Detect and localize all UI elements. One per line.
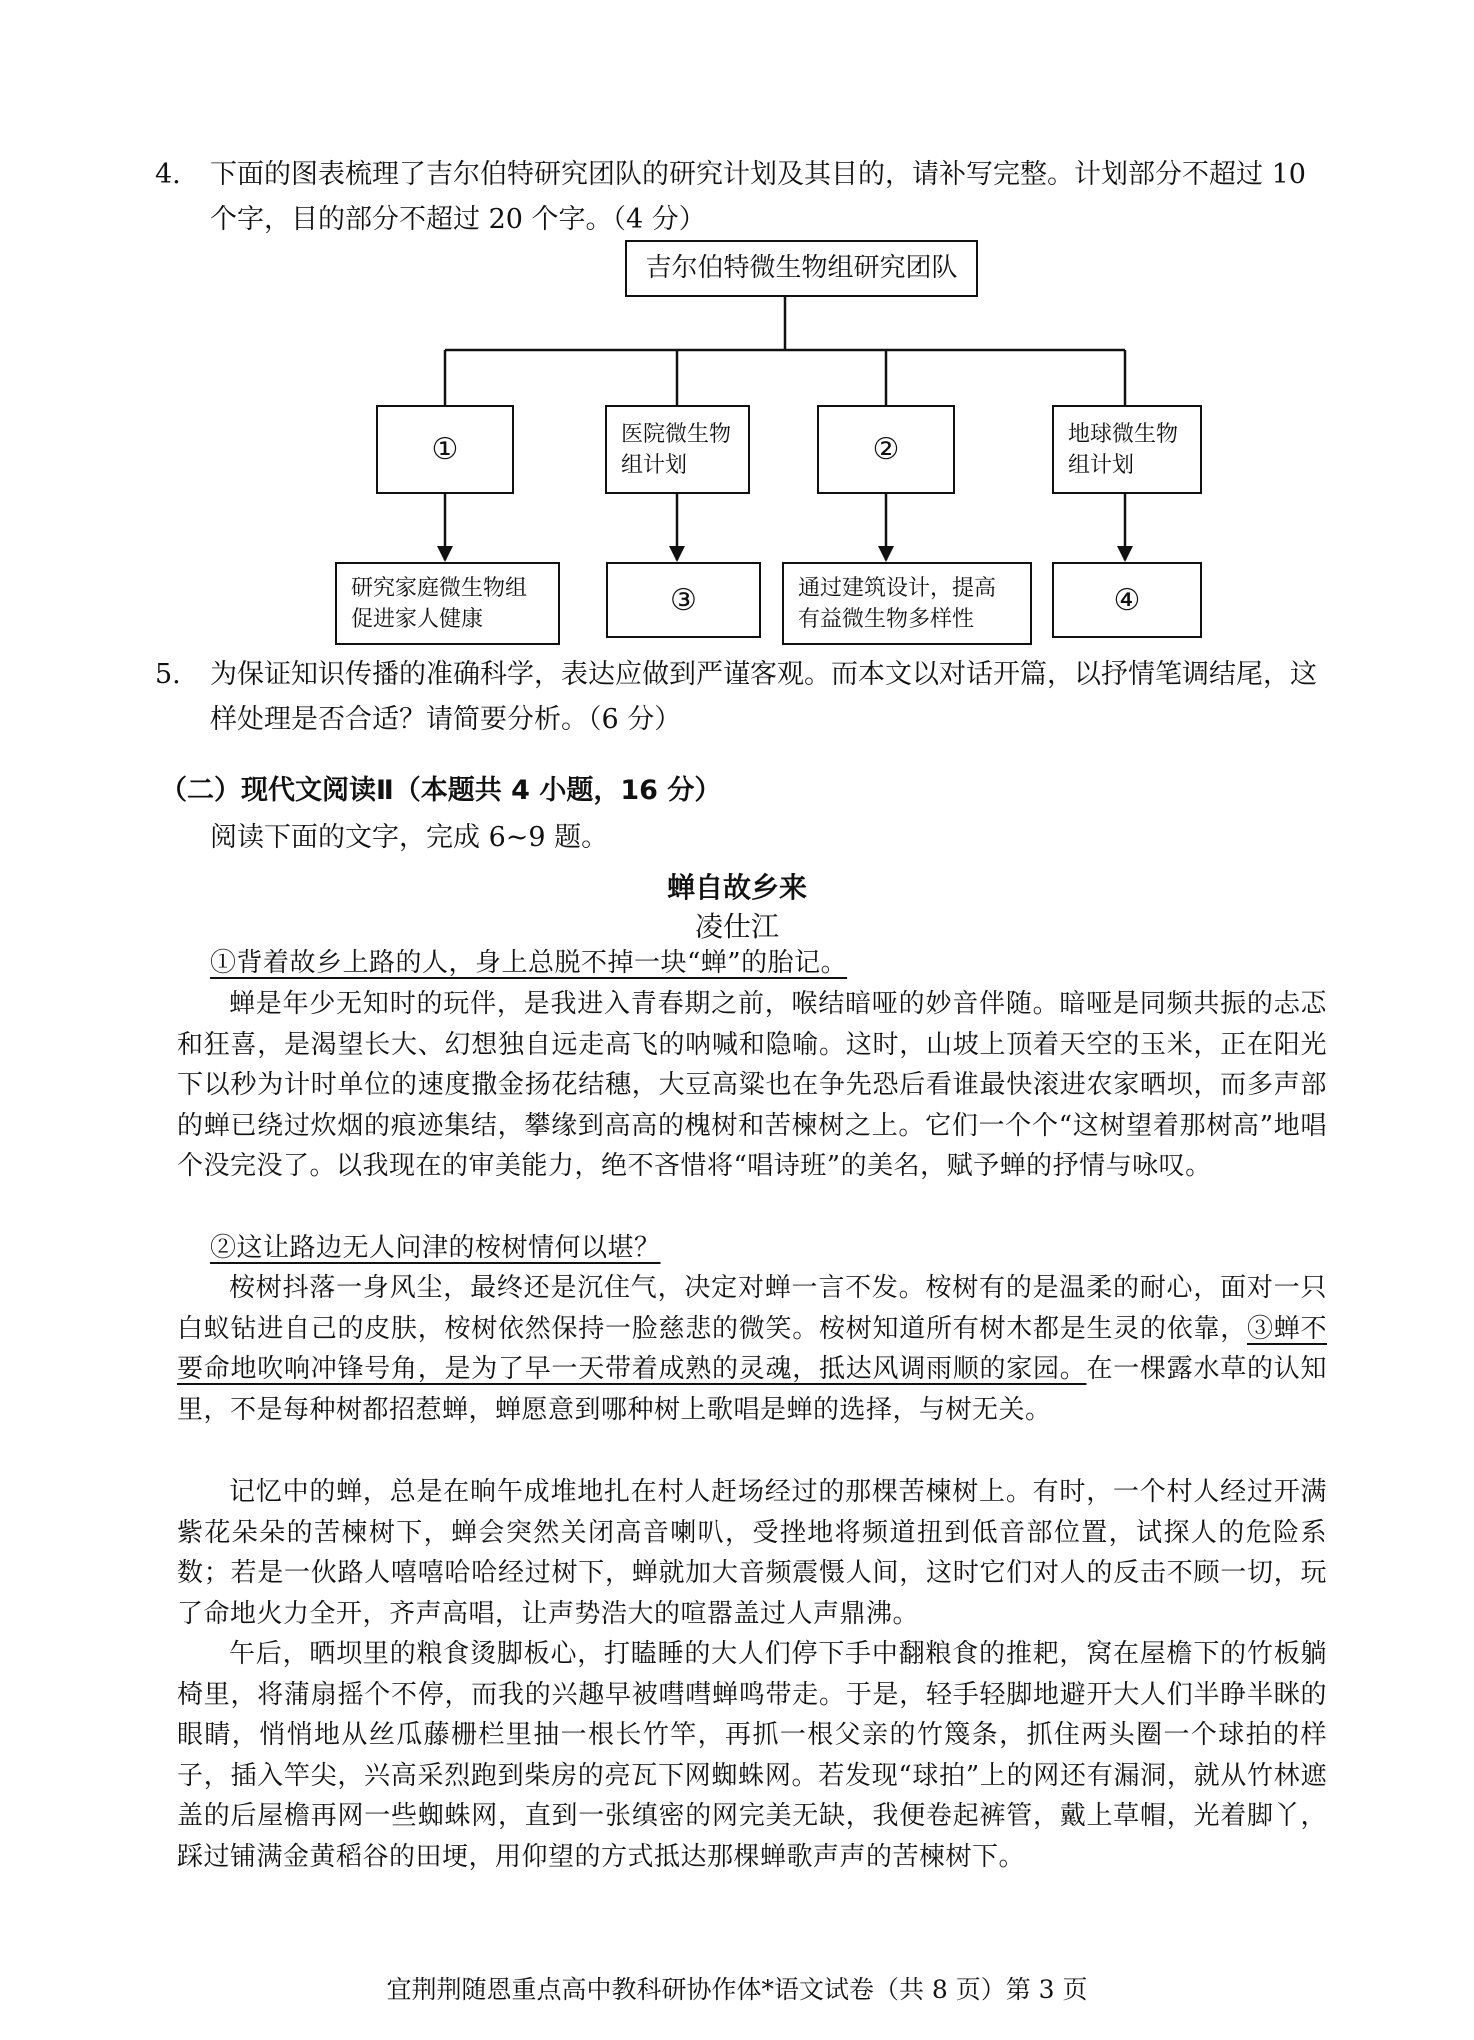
article-title: 蝉自故乡来 [666,871,807,904]
diagram-top-box: 吉尔伯特微生物组研究团队 [625,240,978,297]
article-paragraph [210,1228,1360,1269]
goal-box-architecture: 通过建筑设计，提高有益微生物多样性 [782,562,1032,645]
section-instruction: 阅读下面的文字，完成 6~9 题。 [210,822,609,853]
question-number: 5. [155,659,181,690]
paragraph-text: 在一棵露水草的认知里，不是每种树都招惹蝉，蝉愿意到哪种树上歌唱是蝉的选择，与树无关。 [177,1354,1327,1425]
underlined-sentence-1: ①背着故乡上路的人，身上总脱不掉一块“蝉”的胎记。 [210,948,848,978]
article-paragraph [177,1268,1327,1430]
article-paragraph: 蝉是年少无知时的玩伴，是我进入青春期之前，喉结暗哑的妙音伴随。暗哑是同频共振的忐忑和狂喜，是渴望长大、幻想独自远走高飞的呐喊和隐喻。这时，山坡上顶着天空的玉米，正在阳光下以秒为计时单位的速度撒金扬花结穗，大豆高粱也在争先恐后看谁最快滚进农家晒坝，而多声部的蝉已绕过炊烟的痕迹集结，攀缘到高高的槐树和苦楝树之上。它们一个个“这树望着那树高”地唱个没完没了。以我现在的审美能力，绝不吝惜将“唱诗班”的美名，赋予蝉的抒情与咏叹。 [177,989,1327,1182]
article-paragraph: 记忆中的蝉，总是在晌午成堆地扎在村人赶场经过的那棵苦楝树上。有时，一个村人经过开满紫花朵朵的苦楝树下，蝉会突然关闭高音喇叭，受挫地将频道扭到低音部位置，试探人的危险系数；若是一伙路人嘻嘻哈哈经过树下，蝉就加大音频震慑人间，这时它们对人的反击不顾一切，玩了命地火力全开，齐声高唱，让声势浩大的喧嚣盖过人声鼎沸。 [177,1477,1327,1629]
plan-box-earth: 地球微生物组计划 [1052,405,1202,494]
article-paragraph: 午后，晒坝里的粮食烫脚板心，打瞌睡的大人们停下手中翻粮食的推耙，窝在屋檐下的竹板躺椅里，将蒲扇摇个不停，而我的兴趣早被嘒嘒蝉鸣带走。于是，轻手轻脚地避开大人们半睁半眯的眼睛，悄悄地从丝瓜藤栅栏里抽一根长竹竿，再抓一根父亲的竹篾条，抓住两头圈一个球拍的样子，插入竿尖，兴高采烈跑到柴房的亮瓦下网蜘蛛网。若发现“球拍”上的网还有漏洞，就从竹林遮盖的后屋檐再网一些蜘蛛网，直到一张缜密的网完美无缺，我便卷起裤管，戴上草帽，光着脚丫，踩过铺满金黄稻谷的田埂，用仰望的方式抵达那棵蝉歌声声的苦楝树下。 [177,1639,1327,1872]
plan-box-hospital: 医院微生物组计划 [605,405,750,494]
question-text: 为保证知识传播的准确科学，表达应做到严谨客观。而本文以对话开篇，以抒情笔调结尾，这样处理是否合适？请简要分析。（6 分） [210,659,1317,735]
underlined-sentence-3: ③蝉不要命地吹响冲锋号角，是为了早一天带着成熟的灵魂，抵达风调雨顺的家园。 [177,1313,1327,1385]
goal-box-home: 研究家庭微生物组促进家人健康 [335,562,560,645]
plan-box-blank-2: ② [817,405,955,494]
question-number: 4. [155,159,181,190]
question-text: 下面的图表梳理了吉尔伯特研究团队的研究计划及其目的，请补写完整。计划部分不超过 10 个字，目的部分不超过 20 个字。（4 分） [210,159,1306,235]
question-5 [155,652,1335,742]
paragraph-text: 桉树抖落一身风尘，最终还是沉住气，决定对蝉一言不发。桉树有的是温柔的耐心，面对一只白蚁钻进自己的皮肤，桉树依然保持一脸慈悲的微笑。桉树知道所有树木都是生灵的依靠， [177,1273,1327,1344]
goal-box-blank-3: ③ [606,562,761,638]
page-footer: 宜荆荆随恩重点高中教科研协作体*语文试卷（共 8 页）第 3 页 [386,1975,1088,2004]
section-heading: （二）现代文阅读Ⅱ（本题共 4 小题，16 分） [160,775,722,806]
article-paragraph [210,943,1360,984]
plan-box-blank-1: ① [376,405,514,494]
goal-box-blank-4: ④ [1052,562,1202,638]
underlined-sentence-2: ②这让路边无人问津的桉树情何以堪？ [210,1233,661,1263]
question-4 [155,152,1335,242]
article-author: 凌仕江 [694,910,779,943]
